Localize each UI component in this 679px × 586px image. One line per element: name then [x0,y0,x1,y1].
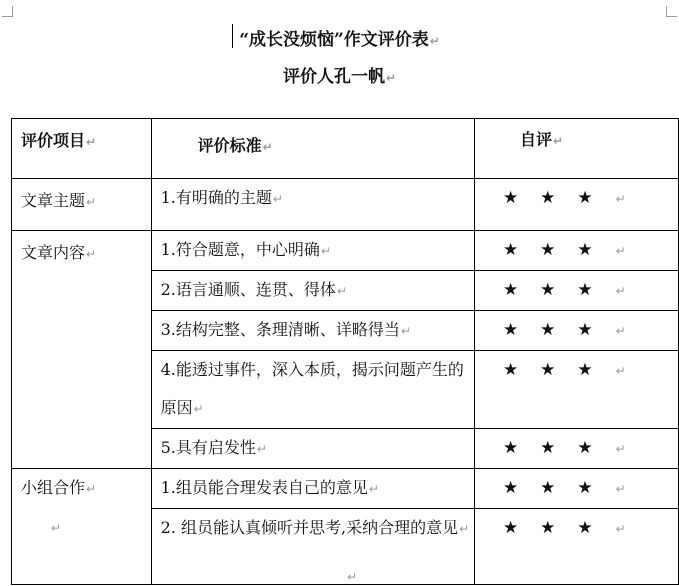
table-row [12,179,679,231]
rating-cell[interactable]: ★★★↵ [474,351,678,429]
document-title[interactable]: “成长没烦恼”作文评价表↵ [239,30,440,50]
header-cell-self-eval[interactable]: 自评↵ [474,119,678,179]
document-subtitle[interactable]: 评价人孔一帆↵ [282,67,397,87]
table-row [12,231,679,271]
star-rating: ★★★ [502,438,615,458]
star-rating: ★★★ [502,240,615,260]
criteria-cell[interactable]: 2.语言通顺、连贯、得体↵ [151,271,474,311]
criteria-cell[interactable]: 1.组员能合理发表自己的意见↵ [151,469,474,509]
star-rating: ★★★ [502,360,615,380]
criteria-cell[interactable]: 4.能透过事件，深入本质，揭示问题产生的原因↵ [151,351,474,429]
star-rating: ★★★ [502,518,615,538]
item-cell[interactable]: 小组合作↵ ↵ [12,469,152,585]
header-cell-item[interactable]: 评价项目↵ [12,119,152,179]
evaluation-table [11,118,679,585]
rating-cell[interactable]: ★★★↵ [474,311,678,351]
page-corner-mark [666,6,677,17]
criteria-cell[interactable]: 1.有明确的主题↵ [151,179,474,231]
star-rating: ★★★ [502,280,615,300]
star-rating: ★★★ [502,320,615,340]
rating-cell[interactable]: ★★★↵ [474,231,678,271]
star-rating: ★★★ [502,478,615,498]
criteria-cell[interactable]: 2. 组员能认真倾听并思考,采纳合理的意见↵ [151,509,474,585]
criteria-cell[interactable]: 5.具有启发性↵ [151,429,474,469]
item-cell[interactable]: 文章主题↵ [12,179,152,231]
star-rating: ★★★ [502,188,615,208]
paragraph-mark: ↵ [347,570,358,584]
header-cell-criteria[interactable]: 评价标准↵ [151,119,474,179]
table-row [12,469,679,509]
criteria-cell[interactable]: 1.符合题意，中心明确↵ [151,231,474,271]
rating-cell[interactable]: ★★★↵ [474,429,678,469]
rating-cell[interactable]: ★★★↵ [474,271,678,311]
table-header-row [12,119,679,179]
criteria-cell[interactable]: 3.结构完整、条理清晰、详略得当↵ [151,311,474,351]
rating-cell[interactable]: ★★★↵ [474,509,678,585]
item-cell[interactable]: 文章内容↵ [12,231,152,469]
rating-cell[interactable]: ★★★↵ [474,179,678,231]
page-corner-mark [2,6,13,17]
rating-cell[interactable]: ★★★↵ [474,469,678,509]
